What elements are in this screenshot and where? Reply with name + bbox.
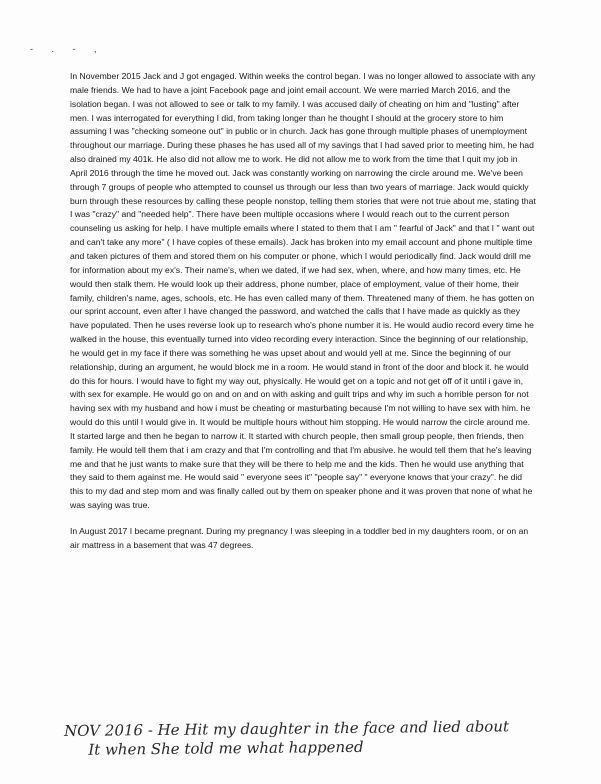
handwritten-line-1: NOV 2016 - He Hit my daughter in the face and lied about: [64, 717, 510, 740]
handwritten-line-2: It when She told me what happened: [88, 737, 364, 759]
paragraph-2: In August 2017 I became pregnant. During my pregnancy I was sleeping in a toddler bed in my daughters room, or on an air mattress in a basement that was 47 degrees.: [70, 526, 529, 550]
typed-statement: [70, 70, 536, 553]
handwritten-note: [64, 716, 594, 760]
scan-marks: - . - ,: [30, 44, 105, 54]
paragraph-1: In November 2015 Jack and J got engaged. Within weeks the control began. I was no longer allowed to associate with any male friends. We had to have a joint Facebook page and joint email account. We were married March 2016, and the isolation began. I was not allowed to see or talk to my family. I was accused daily of cheating on him and "lusting" after men. I was interrogated for everything I did, from taking longer than he thought I should at the grocery store to him assuming I was "checking someone out" in public or in church. Jack has gone through multiple phases of unemployment throughout our marriage. During these phases he has used all of my savings that I had saved prior to meeting him, he had also drained my 401k. He also did not allow me to work. He did not allow me to work from the time that I quit my job in April 2016 through the time he moved out. Jack was constantly working on narrowing the circle around me. We've been through 7 groups of people who attempted to counsel us through our less than two years of marriage. Jack would quickly burn through these resources by calling these people nonstop, telling them stories that were not true about me, stating that I was "crazy" and "needed help". There have been multiple occasions where I would reach out to the current person counseling us asking for help. I have multiple emails where I stated to them that I am " fearful of Jack" and that I " want out and can't take any more" ( I have copies of these emails). Jack has broken into my email account and phone multiple time and taken pictures of them and stored them on his computer or phone, which I would periodically find. Jack would drill me for information about my ex's. Their name's, when we dated, if we had sex, when, where, and how many times, etc. He would then stalk them. He would look up their address, phone number, place of employment, value of their home, their family, children's name, ages, schools, etc. He has even called many of them. Threatened many of them. he has gotten on our sprint account, even after I have changed the password, and watched the calls that I have made as quickly as they have populated. Then he uses reverse look up to research who's phone number it is. He would audio record every time he walked in the house, this eventually turned into video recording every interaction. Since the beginning of our relationship, he would get in my face if there was something he was upset about and would yell at me. Since the beginning of our relationship, during an argument, he would block me in a room. He would stand in front of the door and block it. he would do this for hours. I would have to fight my way out, physically. He would get on a topic and not get off of it until i gave in, with sex for example. He would go on and on and on with asking and guilt trips and why im such a horrible person for not having sex with my husband and how i must be cheating or masturbating because I'm not willing to have sex with him. he would do this until I would give in. It would be multiple hours without him stopping. He would narrow the circle around me. It started large and then he began to narrow it. It started with church people, then small group people, then friends, then family. He would tell them that i am crazy and that I'm controlling and that I'm abusive. he would tell them that he's leaving me and that he just wants to make sure that they will be there to help me and the kids. Then he would use anything that they said to them against me. He would said " everyone sees it" "people say" " everyone knows that your crazy". he did this to my dad and step mom and was finally called out by them on speaker phone and it was proven that none of what he was saying was true.: [70, 71, 536, 511]
